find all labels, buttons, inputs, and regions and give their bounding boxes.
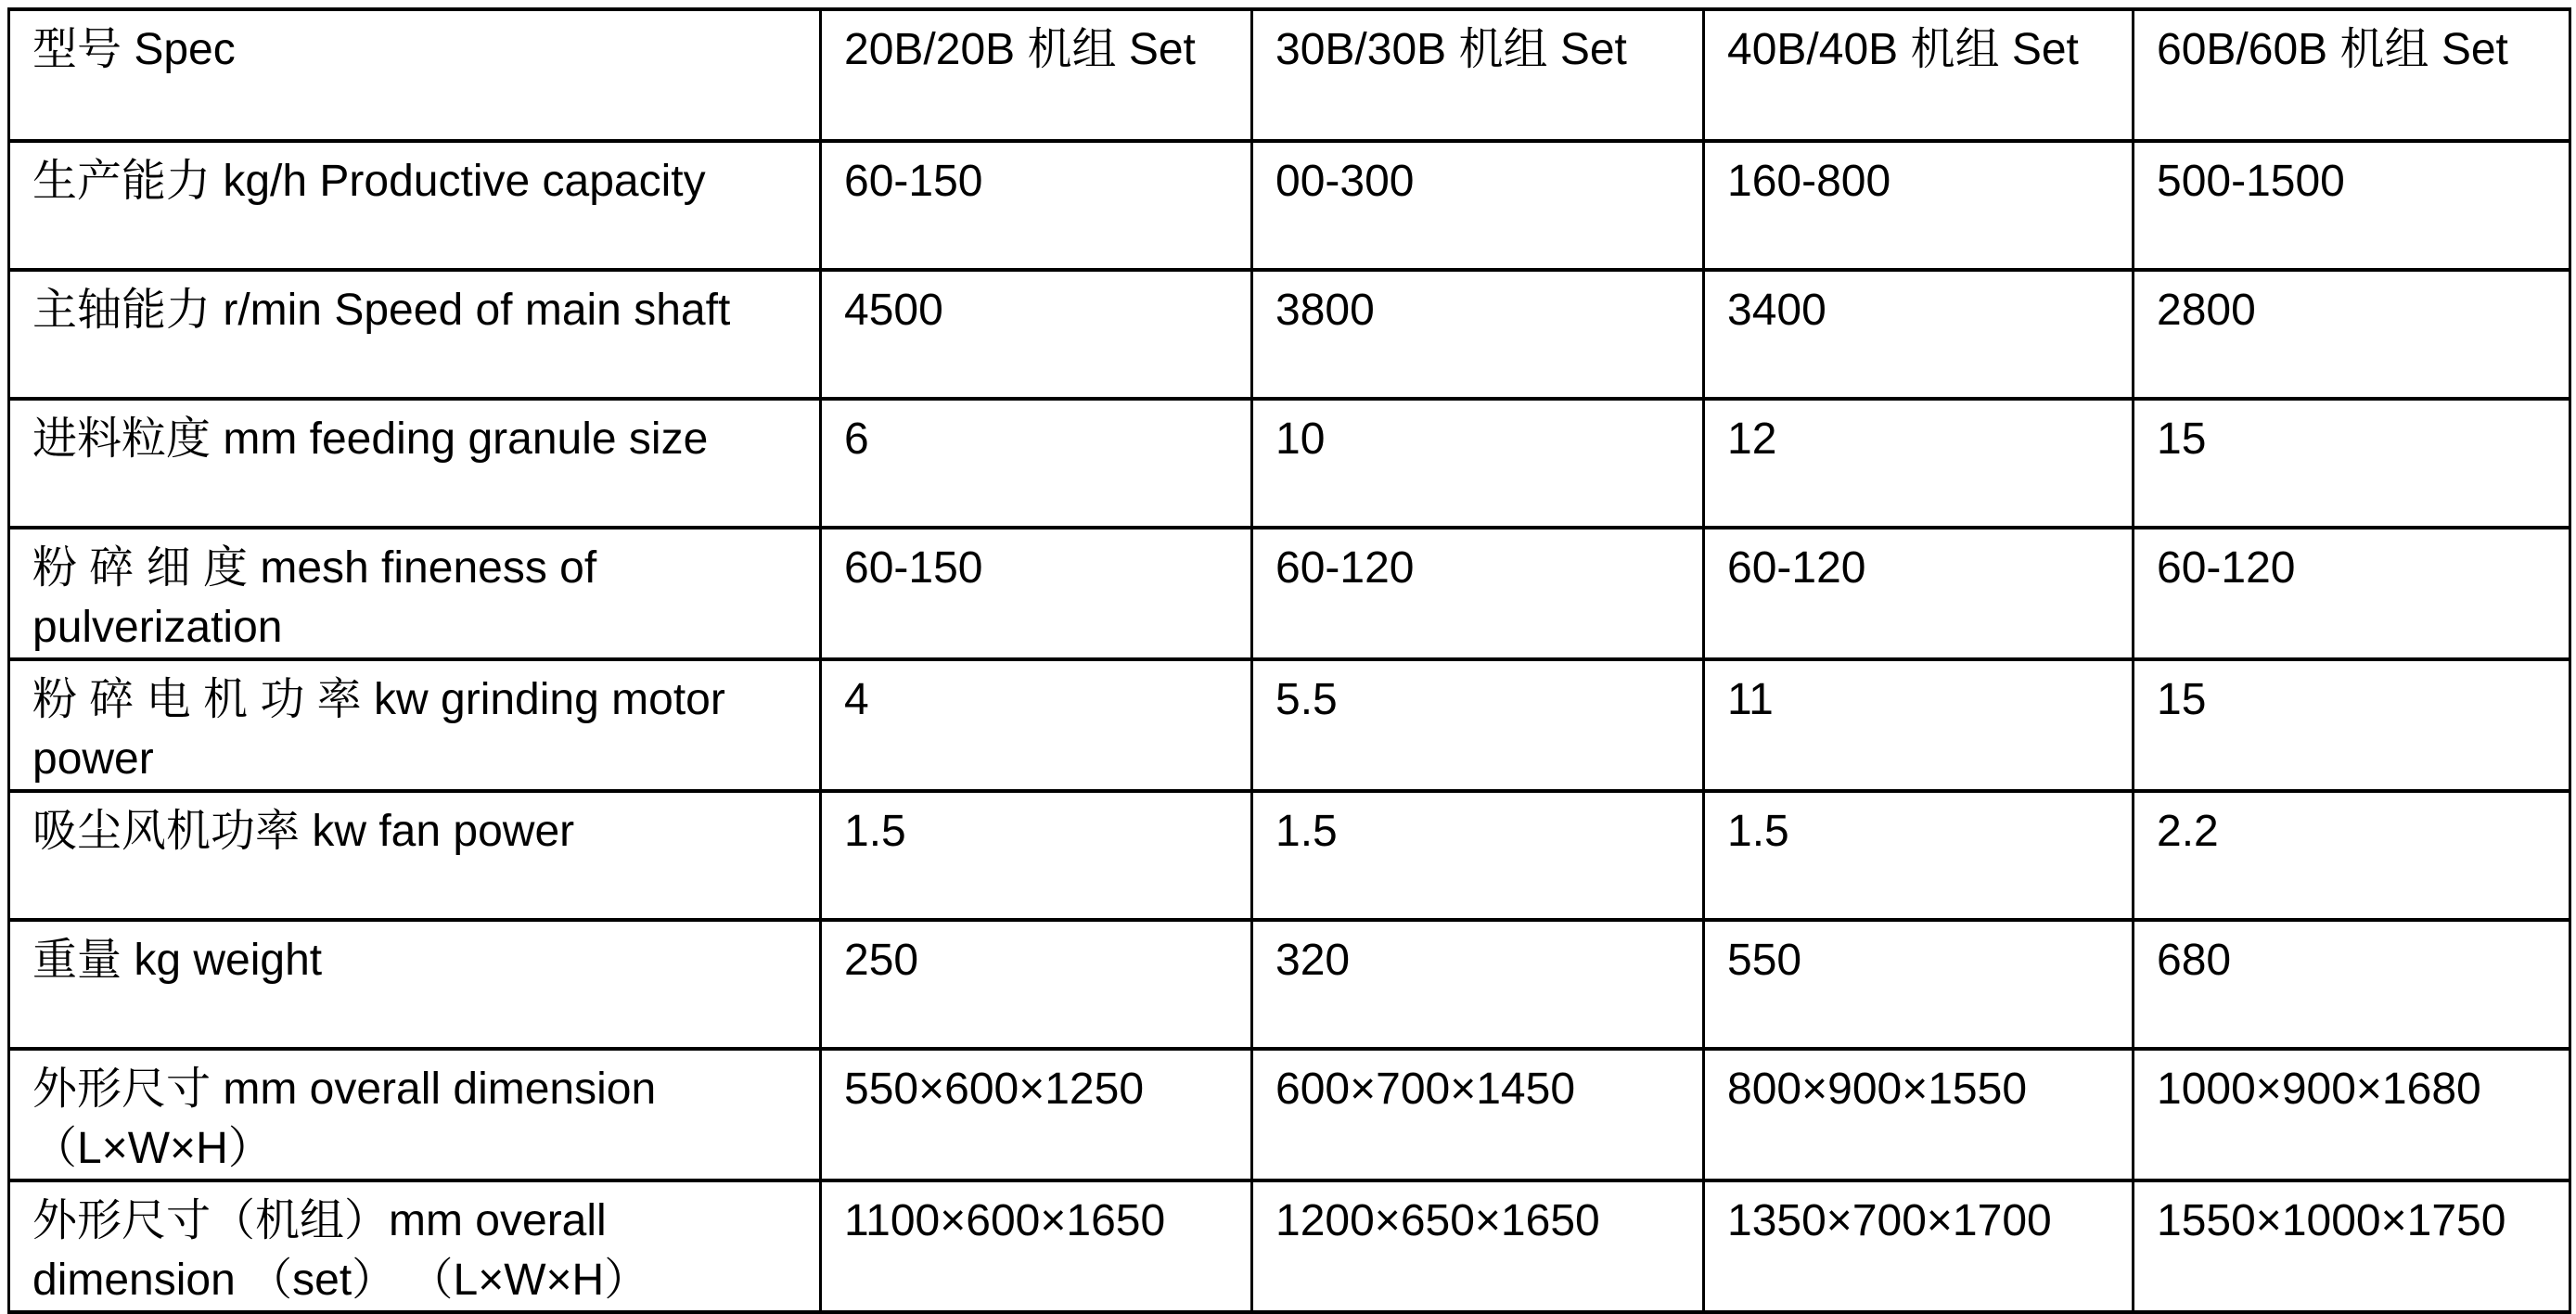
value-cell: 60-120	[2134, 528, 2570, 659]
value-cell: 15	[2134, 659, 2570, 791]
value-cell: 60-150	[821, 141, 1252, 270]
value-cell: 320	[1252, 920, 1704, 1049]
value-cell: 550×600×1250	[821, 1049, 1252, 1180]
value-cell: 1.5	[1704, 791, 2134, 920]
value-cell: 12	[1704, 399, 2134, 528]
value-cell: 550	[1704, 920, 2134, 1049]
value-cell: 15	[2134, 399, 2570, 528]
row-label-cell: 重量 kg weight	[9, 920, 821, 1049]
set-60b-column-header: 60B/60B 机组 Set	[2134, 9, 2570, 141]
value-cell: 60-120	[1704, 528, 2134, 659]
spec-table	[7, 7, 2571, 1314]
set-40b-column-header: 40B/40B 机组 Set	[1704, 9, 2134, 141]
row-label-cell: 粉 碎 细 度 mesh fineness of pulverization	[9, 528, 821, 659]
table-row-fan-power	[9, 791, 2570, 920]
row-label-cell: 吸尘风机功率 kw fan power	[9, 791, 821, 920]
value-cell: 3400	[1704, 270, 2134, 399]
value-cell: 00-300	[1252, 141, 1704, 270]
value-cell: 1.5	[821, 791, 1252, 920]
value-cell: 600×700×1450	[1252, 1049, 1704, 1180]
value-cell: 6	[821, 399, 1252, 528]
value-cell: 2800	[2134, 270, 2570, 399]
value-cell: 800×900×1550	[1704, 1049, 2134, 1180]
header-row	[9, 9, 2570, 141]
value-cell: 60-150	[821, 528, 1252, 659]
set-20b-column-header: 20B/20B 机组 Set	[821, 9, 1252, 141]
row-label-cell: 进料粒度 mm feeding granule size	[9, 399, 821, 528]
value-cell: 1350×700×1700	[1704, 1180, 2134, 1312]
value-cell: 10	[1252, 399, 1704, 528]
table-row-grinding-motor-power	[9, 659, 2570, 791]
value-cell: 1550×1000×1750	[2134, 1180, 2570, 1312]
value-cell: 680	[2134, 920, 2570, 1049]
value-cell: 11	[1704, 659, 2134, 791]
value-cell: 4500	[821, 270, 1252, 399]
set-30b-column-header: 30B/30B 机组 Set	[1252, 9, 1704, 141]
table-row-fineness-of-pulverization	[9, 528, 2570, 659]
value-cell: 4	[821, 659, 1252, 791]
spec-column-header: 型号 Spec	[9, 9, 821, 141]
value-cell: 500-1500	[2134, 141, 2570, 270]
value-cell: 1000×900×1680	[2134, 1049, 2570, 1180]
table-row-overall-dimension-set	[9, 1180, 2570, 1312]
spec-sheet	[7, 7, 2569, 1305]
row-label-cell: 外形尺寸 mm overall dimension （L×W×H）	[9, 1049, 821, 1180]
value-cell: 2.2	[2134, 791, 2570, 920]
value-cell: 3800	[1252, 270, 1704, 399]
value-cell: 250	[821, 920, 1252, 1049]
row-label-cell: 粉 碎 电 机 功 率 kw grinding motor power	[9, 659, 821, 791]
table-row-productive-capacity	[9, 141, 2570, 270]
table-row-weight	[9, 920, 2570, 1049]
value-cell: 1200×650×1650	[1252, 1180, 1704, 1312]
row-label-cell: 生产能力 kg/h Productive capacity	[9, 141, 821, 270]
value-cell: 1.5	[1252, 791, 1704, 920]
value-cell: 160-800	[1704, 141, 2134, 270]
row-label-cell: 外形尺寸（机组）mm overall dimension （set） （L×W×H）	[9, 1180, 821, 1312]
table-row-feeding-granule-size	[9, 399, 2570, 528]
value-cell: 5.5	[1252, 659, 1704, 791]
value-cell: 60-120	[1252, 528, 1704, 659]
row-label-cell: 主轴能力 r/min Speed of main shaft	[9, 270, 821, 399]
table-row-overall-dimension	[9, 1049, 2570, 1180]
table-row-main-shaft-speed	[9, 270, 2570, 399]
value-cell: 1100×600×1650	[821, 1180, 1252, 1312]
